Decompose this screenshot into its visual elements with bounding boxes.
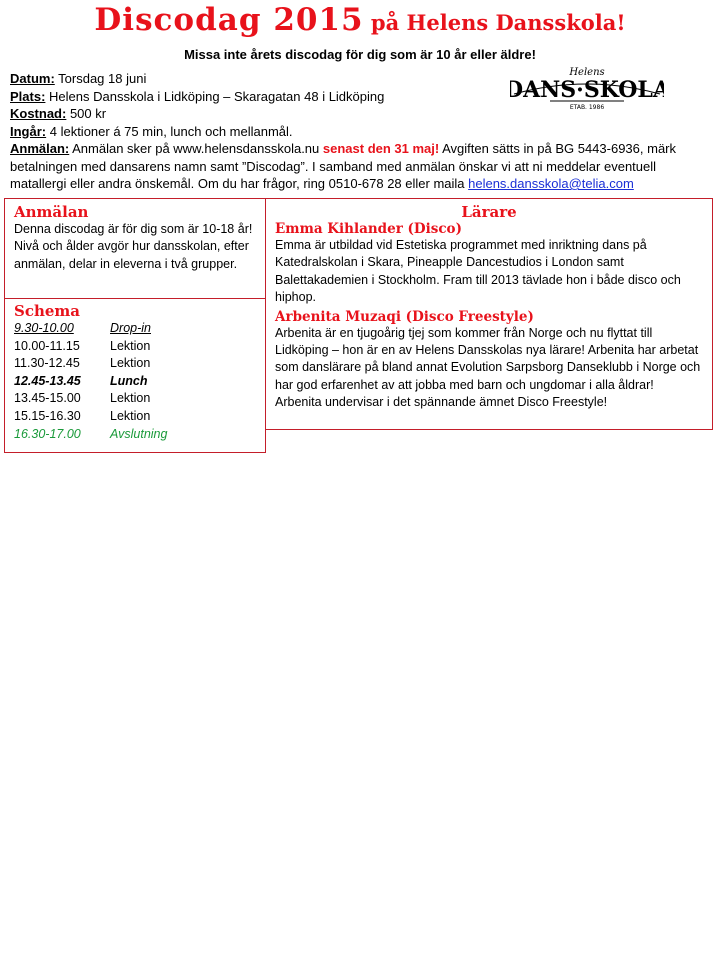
logo-sub-text: ETAB. 1986 <box>569 104 605 111</box>
teacher2-text: Arbenita är en tjugoårig tjej som kommer från Norge och nu flyttat till Lidköping – hon är en av Helens Dansskolas nya lärare! Arbenita har arbetat som danslärare på bland annat Evolution Sarpsborg Danseklubb i Norge och har god erfarenhet av att jobba med barn och ungdomar i alla åldrar! Arbenita undervisar i det spännande ämnet Disco Freestyle! <box>275 325 701 410</box>
schema-box <box>4 298 266 453</box>
teacher1-name: Emma Kihlander (Disco) <box>275 221 462 237</box>
teacher1-text: Emma är utbildad vid Estetiska programmet med inriktning dans på Katedralskolan i Skara, Pineapple Dancestudios i London samt Balettakademien i Stockholm. Fram till 2013 tävlade hon i både disco och hiphop. <box>275 238 681 305</box>
schema-heading: Schema <box>14 302 81 320</box>
info-anmalan: Anmälan: Anmälan sker på www.helensdansskola.nu senast den 31 maj! Avgiften sätts in på BG 5443-6936, märk betalningen med dansarens namn samt ”Discodag”. I samband med anmälan önskar vi att ni meddelar eventuell matallergi eller andra önskemål. Om du har frågor, ring 0510-678 28 eller maila helens.dansskola@telia.com <box>10 141 677 191</box>
info-datum: Datum: Torsdag 18 juni <box>10 71 147 86</box>
schedule-row: 10.00-11.15 Lektion <box>14 338 151 353</box>
logo-main-text: DANS·SKOLA <box>510 77 664 103</box>
info-plats: Plats: Helens Dansskola i Lidköping – Skaragatan 48 i Lidköping <box>10 88 385 104</box>
teacher2-name: Arbenita Muzaqi (Disco Freestyle) <box>275 308 534 325</box>
title-rest: på Helens Dansskola! <box>363 10 626 35</box>
larare-heading: Lärare <box>461 203 517 221</box>
deadline-text: senast den 31 maj! <box>322 141 440 156</box>
schedule-row: 15.15-16.30 Lektion <box>14 408 151 423</box>
page-title <box>0 2 720 38</box>
email-link[interactable]: helens.dansskola@telia.com <box>468 176 634 191</box>
logo-script-text: Helens <box>569 67 605 78</box>
larare-box <box>265 198 713 430</box>
anmalan-heading: Anmälan <box>14 203 89 221</box>
schedule-row: 11.30-12.45 Lektion <box>14 356 151 371</box>
info-ingar: Ingår: 4 lektioner á 75 min, lunch och mellanmål. <box>10 123 293 139</box>
event-info <box>10 70 710 193</box>
title-main: Discodag 2015 <box>94 2 364 38</box>
info-kostnad: Kostnad: 500 kr <box>10 106 107 121</box>
schedule-row: 9.30-10.00 Drop-in <box>14 321 151 335</box>
anmalan-text: Denna discodag är för dig som är 10-18 år! Nivå och ålder avgör hur dansskolan, efter anmälan, delar in eleverna i två grupper. <box>14 222 253 271</box>
subtitle: Missa inte årets discodag för dig som är 10 år eller äldre! <box>184 47 536 62</box>
schedule-row: 13.45-15.00 Lektion <box>14 391 151 406</box>
schedule-row: 16.30-17.00 Avslutning <box>14 426 168 441</box>
anmalan-box <box>4 198 266 299</box>
schedule-row: 12.45-13.45 Lunch <box>14 373 148 388</box>
